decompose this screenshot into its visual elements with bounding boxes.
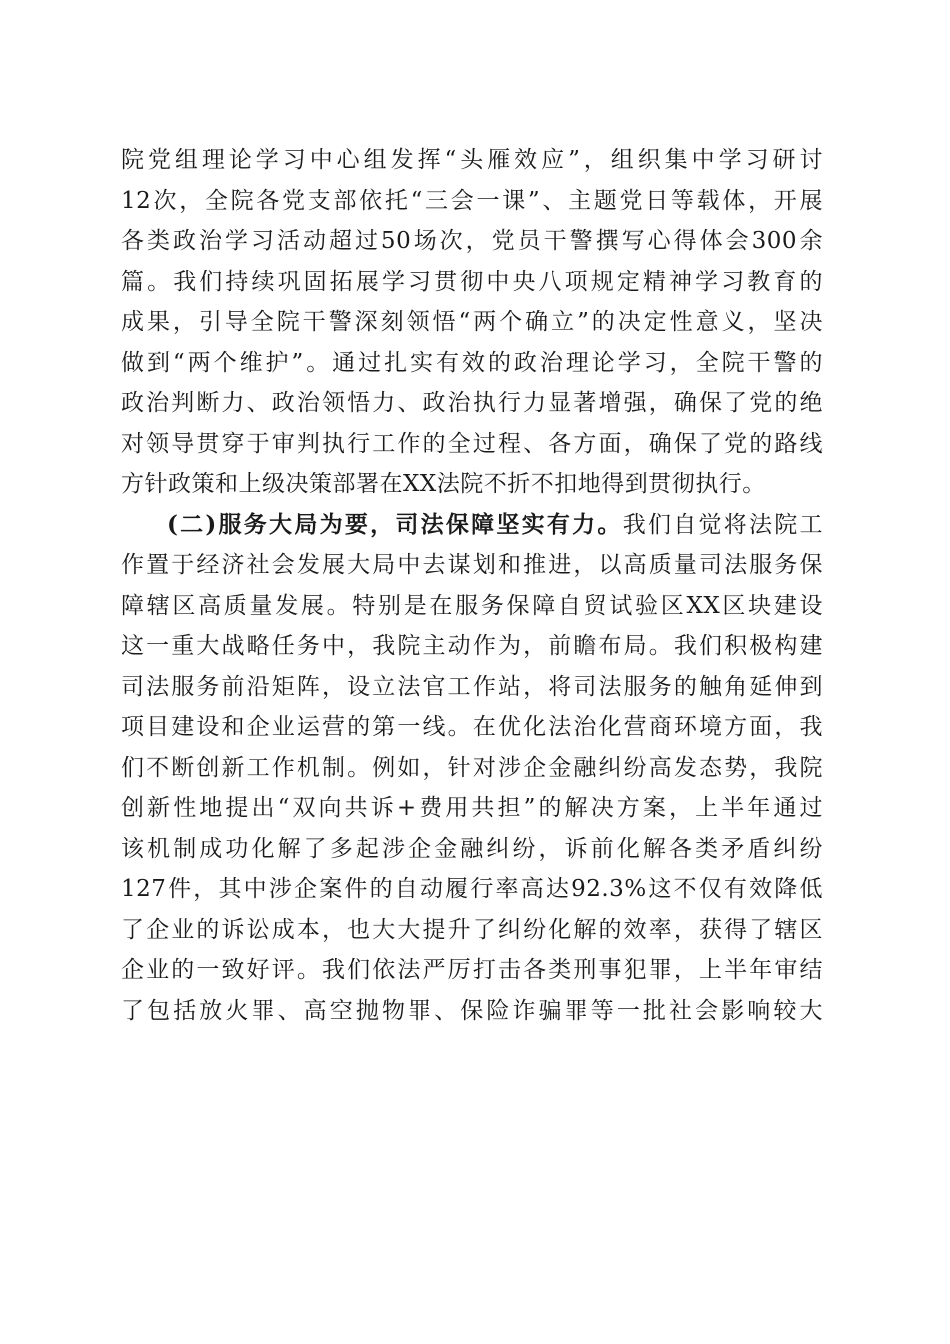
paragraph-line: 成果，引导全院干警深刻领悟“两个确立”的决定性意义，坚决	[121, 309, 823, 335]
section-heading: (二)服务大局为要，司法保障坚实有力。	[167, 510, 623, 538]
paragraph-line: 司法服务前沿矩阵，设立法官工作站，将司法服务的触角延伸到	[121, 673, 823, 700]
paragraph-line: 篇。我们持续巩固拓展学习贯彻中央八项规定精神学习教育的	[121, 268, 823, 295]
paragraph-line: 做到“两个维护”。通过扎实有效的政治理论学习，全院干警的	[121, 349, 823, 376]
paragraph-line: 了包括放火罪、高空抛物罪、保险诈骗罪等一批社会影响较大	[121, 997, 823, 1024]
paragraph-line: 该机制成功化解了多起涉企金融纠纷，诉前化解各类矛盾纠纷	[121, 835, 823, 862]
paragraph-line: 对领导贯穿于审判执行工作的全过程、各方面，确保了党的路线	[121, 430, 823, 457]
paragraph-line: 们不断创新工作机制。例如，针对涉企金融纠纷高发态势，我院	[121, 754, 823, 781]
paragraph-line: 127件，其中涉企案件的自动履行率高达92.3%这不仅有效降低	[121, 876, 823, 902]
paragraph-line: 院党组理论学习中心组发挥“头雁效应”，组织集中学习研讨	[121, 147, 823, 173]
paragraph-line: 各类政治学习活动超过50场次，党员干警撰写心得体会300余	[121, 228, 823, 254]
document-body	[121, 140, 823, 1031]
paragraph-line: 这一重大战略任务中，我院主动作为，前瞻布局。我们积极构建	[121, 633, 823, 659]
section-first-line	[121, 505, 823, 546]
paragraph-line: 作置于经济社会发展大局中去谋划和推进，以高质量司法服务保	[121, 552, 823, 578]
paragraph-line: 障辖区高质量发展。特别是在服务保障自贸试验区XX区块建设	[121, 592, 823, 619]
paragraph-line: 企业的一致好评。我们依法严厉打击各类刑事犯罪，上半年审结	[121, 957, 823, 983]
section-first-line-text: 我们自觉将法院工	[622, 511, 824, 538]
paragraph-line: 创新性地提出“双向共诉+费用共担”的解决方案，上半年通过	[121, 795, 823, 821]
paragraph-line: 项目建设和企业运营的第一线。在优化法治化营商环境方面，我	[121, 714, 823, 740]
paragraph-line: 方针政策和上级决策部署在XX法院不折不扣地得到贯彻执行。	[121, 471, 766, 497]
paragraph-line: 了企业的诉讼成本，也大大提升了纠纷化解的效率，获得了辖区	[121, 916, 823, 943]
paragraph-line: 12次，全院各党支部依托“三会一课”、主题党日等载体，开展	[121, 187, 823, 214]
paragraph-line: 政治判断力、政治领悟力、政治执行力显著增强，确保了党的绝	[121, 390, 823, 416]
